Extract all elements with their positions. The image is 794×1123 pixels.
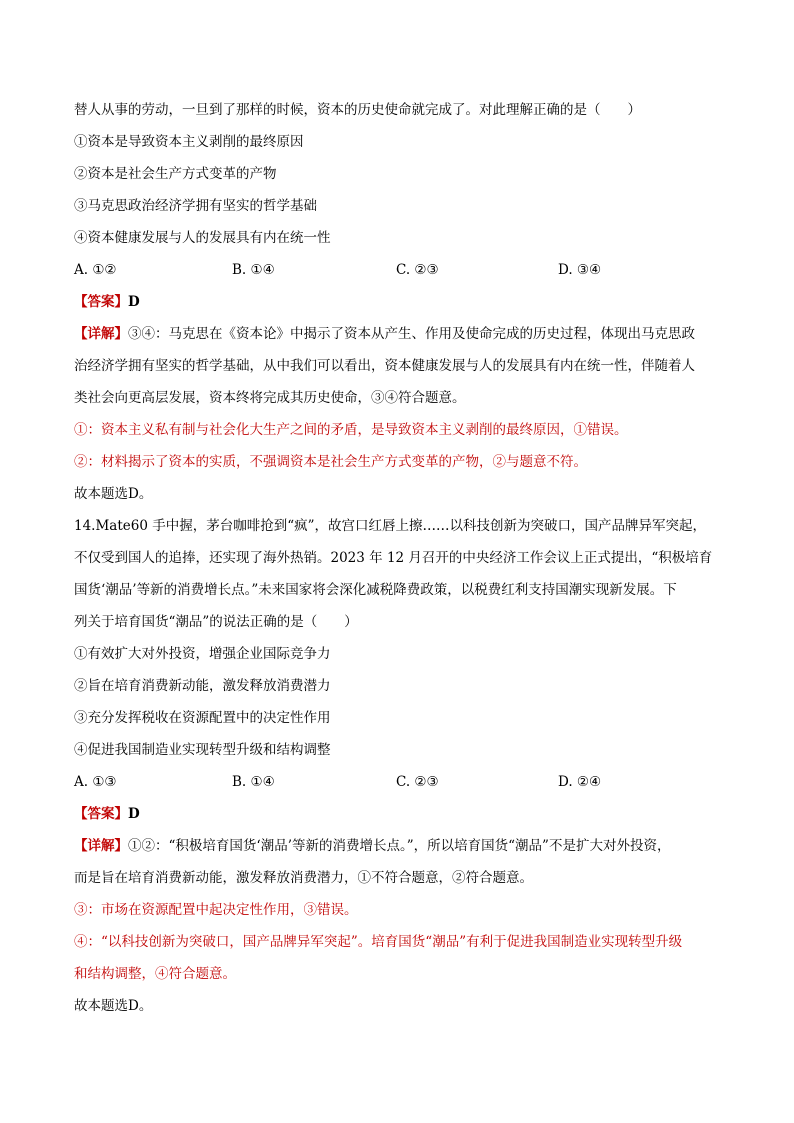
q13-wrong-line-2: ②：材料揭示了资本的实质，不强调资本是社会生产方式变革的产物，②与题意不符。: [74, 454, 587, 470]
q13-option-b: B. ①④: [232, 262, 275, 278]
q14-item-4: ④促进我国制造业实现转型升级和结构调整: [74, 742, 331, 758]
detail-tag: 【详解】: [74, 838, 128, 854]
q14-detail-line-1: [74, 836, 670, 856]
q13-conclusion: 故本题选D。: [74, 486, 153, 502]
q14-option-b: B. ①④: [232, 774, 275, 790]
answer-value: D: [128, 806, 140, 822]
q14-stem-line-1: 14.Mate60 手中握，茅台咖啡抢到“疯”，故宫口红唇上擦……以科技创新为突破口，国产品牌异军突起，: [74, 518, 707, 534]
detail-text: ①②：“积极培育国货‘潮品’等新的消费增长点。”，所以培育国货“潮品”不是扩大对外投资，: [128, 838, 671, 854]
q13-wrong-line-1: ①：资本主义私有制与社会化大生产之间的矛盾，是导致资本主义剥削的最终原因，①错误。: [74, 422, 628, 438]
q13-option-a: A. ①②: [74, 262, 117, 278]
q14-answer: [74, 804, 140, 824]
answer-tag: 【答案】: [74, 294, 128, 310]
q14-conclusion: 故本题选D。: [74, 998, 153, 1014]
q13-stem: 替人从事的劳动，一旦到了那样的时候，资本的历史使命就完成了。对此理解正确的是（ ）: [74, 102, 641, 118]
q14-item-2: ②旨在培育消费新动能，激发释放消费潜力: [74, 678, 331, 694]
q13-item-1: ①资本是导致资本主义剥削的最终原因: [74, 134, 304, 150]
q13-item-4: ④资本健康发展与人的发展具有内在统一性: [74, 230, 331, 246]
detail-tag: 【详解】: [74, 326, 128, 342]
q14-wrong-line-2: ④：“以科技创新为突破口，国产品牌异军突起”。培育国货“潮品”有利于促进我国制造业实现转型升级: [74, 934, 683, 950]
q13-option-c: C. ②③: [396, 262, 439, 278]
q13-answer: [74, 292, 140, 312]
q14-item-3: ③充分发挥税收在资源配置中的决定性作用: [74, 710, 331, 726]
q13-item-3: ③马克思政治经济学拥有坚实的哲学基础: [74, 198, 317, 214]
q14-wrong-line-3: 和结构调整，④符合题意。: [74, 966, 236, 982]
q14-stem-line-4: 列关于培育国货“潮品”的说法正确的是（ ）: [74, 614, 358, 630]
q14-option-d: D. ②④: [558, 774, 602, 790]
q13-option-d: D. ③④: [558, 262, 602, 278]
q14-item-1: ①有效扩大对外投资，增强企业国际竞争力: [74, 646, 331, 662]
q14-stem-line-2: 不仅受到国人的追捧，还实现了海外热销。2023 年 12 月召开的中央经济工作会议上正式提出，“积极培育: [74, 550, 713, 566]
q13-detail-line-1: [74, 324, 695, 344]
q14-option-c: C. ②③: [396, 774, 439, 790]
q13-detail-line-3: 类社会向更高层发展，资本终将完成其历史使命，③④符合题意。: [74, 390, 466, 406]
q14-detail-line-2: 而是旨在培育消费新动能，激发释放消费潜力，①不符合题意，②符合题意。: [74, 870, 533, 886]
q14-stem-line-3: 国货‘潮品’等新的消费增长点。”未来国家将会深化减税降费政策，以税费红利支持国潮实现新发展。下: [74, 582, 677, 598]
detail-text: ③④：马克思在《资本论》中揭示了资本从产生、作用及使命完成的历史过程，体现出马克思政: [128, 326, 695, 342]
q13-detail-line-2: 治经济学拥有坚实的哲学基础，从中我们可以看出，资本健康发展与人的发展具有内在统一性，伴随着人: [74, 358, 695, 374]
q14-wrong-line-1: ③：市场在资源配置中起决定性作用，③错误。: [74, 902, 358, 918]
q14-option-a: A. ①③: [74, 774, 117, 790]
answer-value: D: [128, 294, 140, 310]
answer-tag: 【答案】: [74, 806, 128, 822]
q13-item-2: ②资本是社会生产方式变革的产物: [74, 166, 277, 182]
